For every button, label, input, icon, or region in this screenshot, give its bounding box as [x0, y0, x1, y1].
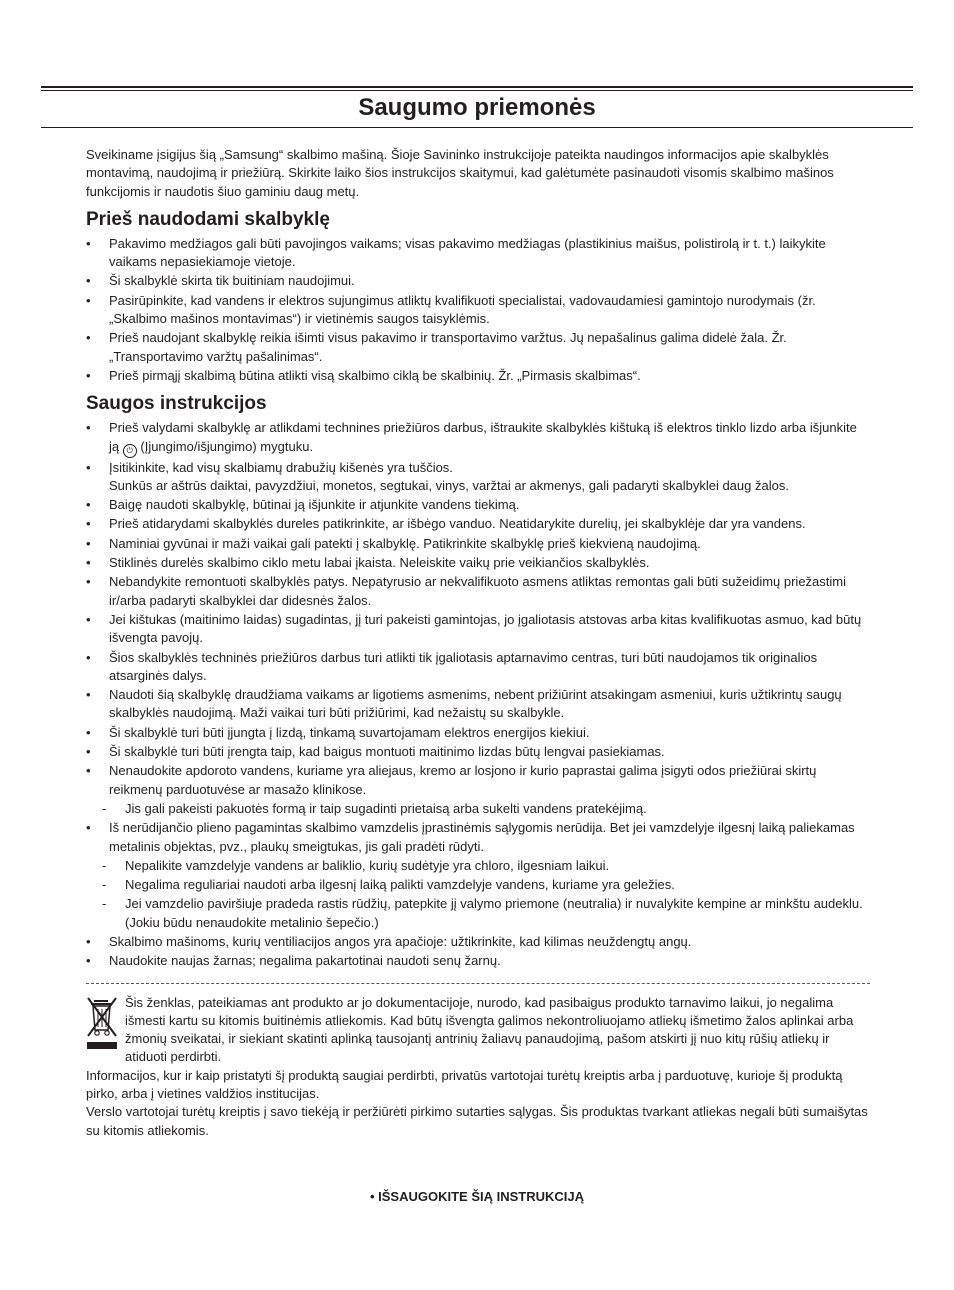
weee-text: Šis ženklas, pateikiamas ant produkto ar jo dokumentacijoje, nurodo, kad pasibaigus produkto tarnavimo laikui, jo negalima išmesti kartu su kitomis buitinėmis atliekomis. Kad būtų išvengta galimos nekontroliuojamo atliekų išmetimo žalos aplinkai arba žmonių sveikatai, ir siekiant skatinti aplinką tausojantį antrinių žaliavų panaudojimą, pašom atskirti jį nuo kitų rūšių atliekų ir atiduoti perdirbti.: [125, 994, 854, 1065]
list-item-text: Sunkūs ar aštrūs daiktai, pavyzdžiui, monetos, segtukai, vinys, varžtai ar akmenys, gali padaryti skalbyklei daug žalos.: [109, 477, 789, 493]
section-heading-safety: Saugos instrukcijos: [86, 393, 267, 415]
before-use-list: [86, 235, 870, 385]
list-item: • Iš nerūdijančio plieno pagamintas skalbimo vamzdelis įprastinėmis sąlygomis nerūdija. Bet jei vamzdelyje ilgesnį laiką paliekamas metalinis objektas, pvz., plaukų smeigtukas, jis gali pradėti rūdyti.: [86, 819, 870, 856]
intro-paragraph: Sveikiname įsigijus šią „Samsung“ skalbimo mašiną. Šioje Savininko instrukcijoje pateikta naudingos informacijos apie skalbyklės montavimą, naudojimą ir priežiūrą. Skirkite laiko šios instrukcijos skaitymui, kad galėtumėte pasinaudoti visomis skalbimo mašinos funkcijomis ir naudotis šiuo gaminiu daug metų.: [86, 147, 834, 199]
sub-list-item: - Nepalikite vamzdelyje vandens ar baliklio, kurių sudėtyje yra chloro, ilgesniam laikui.: [86, 857, 870, 875]
list-item: • Pakavimo medžiagos gali būti pavojingos vaikams; visas pakavimo medžiagas (plastikinius maišus, polistirolą ir t. t.) laikykite vaikams nepasiekiamoje vietoje.: [86, 235, 870, 272]
list-item: • Prieš naudojant skalbyklę reikia išimti visus pakavimo ir transportavimo varžtus. Jų nepašalinus galima didelė žala. Žr. „Transportavimo varžtų pašalinimas“.: [86, 329, 870, 366]
recycling-info-business: Verslo vartotojai turėtų kreiptis į savo tiekėją ir peržiūrėti pirkimo sutarties sąlygas. Šis produktas tvarkant atliekas negali būti sumaišytas su kitomis atliekomis.: [86, 1104, 868, 1138]
weee-notice: [86, 994, 870, 1067]
power-icon: ⏻: [123, 444, 137, 458]
list-item: • Šios skalbyklės techninės priežiūros darbus turi atlikti tik įgaliotasis aptarnavimo centras, turi būti naudojamos tik originalios atsarginės dalys.: [86, 649, 870, 686]
page-title: Saugumo priemonės: [358, 94, 596, 121]
list-item: • Stiklinės durelės skalbimo ciklo metu labai įkaista. Neleiskite vaikų prie veikiančios skalbyklės.: [86, 554, 870, 572]
list-item: • Nebandykite remontuoti skalbyklės patys. Nepatyrusio ar nekvalifikuoto asmens atliktas remontas gali būti sužeidimų priežastimi ir/arba padaryti skalbyklei dar didesnės žalos.: [86, 573, 870, 610]
list-item: • Prieš atidarydami skalbyklės dureles patikrinkite, ar išbėgo vanduo. Neatidarykite durelių, jei skalbyklėje dar yra vandens.: [86, 515, 870, 533]
list-item: • Nenaudokite apdoroto vandens, kuriame yra aliejaus, kremo ar losjono ir kurio paprastai galima įsigyti odos priežiūrai skirtų reikmenų parduotuvėse ar masažo klinikose.: [86, 762, 870, 799]
sub-list-item: - Jis gali pakeisti pakuotės formą ir taip sugadinti prietaisą arba sukelti vandens pratekėjimą.: [86, 800, 870, 818]
list-item: • Naudokite naujas žarnas; negalima pakartotinai naudoti senų žarnų.: [86, 952, 870, 970]
document-body: [86, 146, 870, 1140]
sub-list-item: - Jei vamzdelio paviršiuje pradeda rastis rūdžių, patepkite jį valymo priemone (neutralia) ir nuvalykite kempine ar minkštu audeklu. (Jokiu būdu nenaudokite metalinio šepečio.): [86, 895, 870, 932]
list-item: • Pasirūpinkite, kad vandens ir elektros sujungimus atliktų kvalifikuoti specialistai, vadovaudamiesi gamintojo nurodymais (žr. „Skalbimo mašinos montavimas“) ir vietinėmis saugos taisyklėmis.: [86, 292, 870, 329]
list-item: • Ši skalbyklė skirta tik buitiniam naudojimui.: [86, 272, 870, 290]
safety-list: [86, 419, 870, 970]
list-item: • Skalbimo mašinoms, kurių ventiliacijos angos yra apačioje: užtikrinkite, kad kilimas neuždengtų angų.: [86, 933, 870, 951]
list-item: [86, 419, 870, 457]
crossed-out-wheeled-bin-icon: [86, 996, 118, 1052]
list-item: • Baigę naudoti skalbyklę, būtinai ją išjunkite ir atjunkite vandens tiekimą.: [86, 496, 870, 514]
list-item: [86, 459, 870, 496]
recycling-info-private: Informacijos, kur ir kaip pristatyti šį produktą saugiai perdirbti, privatūs vartotojai turėtų kreiptis arba į parduotuvę, kurioje šį produktą pirko, arba į vietines valdžios institucijas.: [86, 1067, 843, 1102]
header-rule-bottom: [41, 127, 913, 128]
list-item: • Ši skalbyklė turi būti įrengta taip, kad baigus montuoti maitinimo lizdas būtų lengvai pasiekiamas.: [86, 743, 870, 761]
list-item-text: Prieš valydami skalbyklę ar atlikdami technines priežiūros darbus, ištraukite skalbyklės kištuką iš elektros tinklo lizdo arba išjunkite ją: [109, 420, 857, 454]
sub-list-item: - Negalima reguliariai naudoti arba ilgesnį laiką palikti vamzdelyje vandens, kuriame yra geležies.: [86, 876, 870, 894]
list-item: • Jei kištukas (maitinimo laidas) sugadintas, jį turi pakeisti gamintojas, jo įgaliotasis atstovas arba kitas kvalifikuotas asmuo, kad būtų išvengta pavojų.: [86, 611, 870, 648]
dashed-divider: [86, 983, 870, 984]
section-heading-before-use: Prieš naudodami skalbyklę: [86, 208, 330, 230]
header-rule-top: [41, 86, 913, 88]
list-item-text: (Įjungimo/išjungimo) mygtuku.: [140, 438, 314, 454]
list-item: • Prieš pirmąjį skalbimą būtina atlikti visą skalbimo ciklą be skalbinių. Žr. „Pirmasis skalbimas“.: [86, 367, 870, 385]
list-item: • Ši skalbyklė turi būti įjungta į lizdą, tinkamą suvartojamam elektros energijos kiekiui.: [86, 724, 870, 742]
list-item: • Naminiai gyvūnai ir maži vaikai gali patekti į skalbyklę. Patikrinkite skalbyklę prieš kiekvieną naudojimą.: [86, 535, 870, 553]
list-item-text: • Įsitikinkite, kad visų skalbiamų drabužių kišenės yra tuščios.: [109, 459, 453, 475]
list-item: • Naudoti šią skalbyklę draudžiama vaikams ar ligotiems asmenims, nebent prižiūrint atsakingam asmeniui, kuris užtikrintų saugų skalbyklės naudojimą. Maži vaikai turi būti prižiūrimi, kad nežaistų su skalbykle.: [86, 686, 870, 723]
footer-note: • IŠSAUGOKITE ŠIĄ INSTRUKCIJĄ: [369, 1189, 585, 1204]
header-rule-top-thin: [41, 90, 913, 91]
